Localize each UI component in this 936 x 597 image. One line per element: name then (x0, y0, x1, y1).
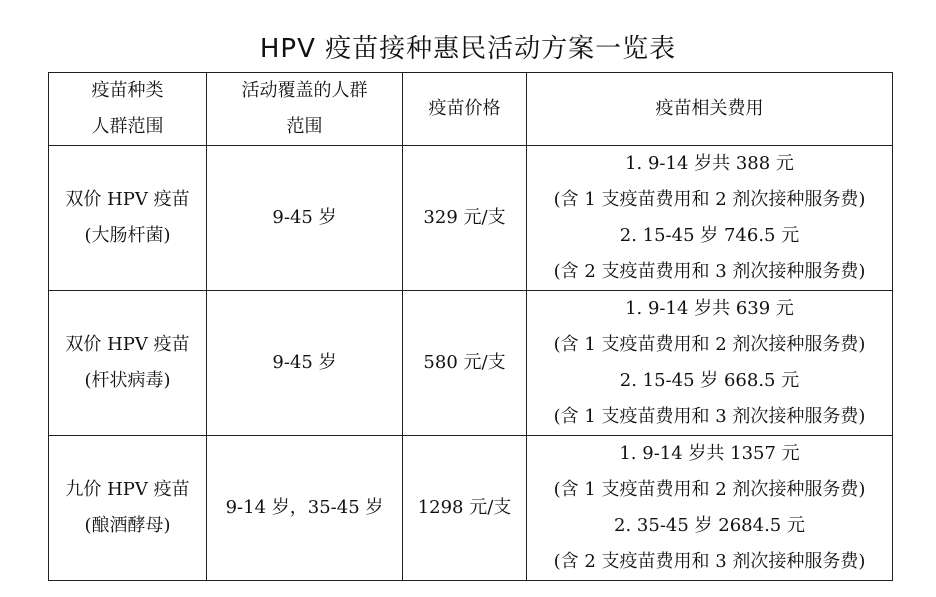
page-title: HPV 疫苗接种惠民活动方案一览表 (259, 34, 677, 64)
table-header-row (49, 73, 893, 146)
price-cell: 329 元/支 (403, 146, 527, 291)
table-row (49, 291, 893, 436)
vaccine-cell: 九价 HPV 疫苗 (酿酒酵母) (49, 436, 207, 581)
fees-cell: 1. 9-14 岁共 1357 元 (含 1 支疫苗费用和 2 剂次接种服务费) 2. 35-45 岁 2684.5 元 (含 2 支疫苗费用和 3 剂次接种服务费) (527, 436, 893, 581)
coverage-cell: 9-14 岁，35-45 岁 (207, 436, 403, 581)
header-coverage: 活动覆盖的人群 范围 (207, 73, 403, 146)
fees-cell: 1. 9-14 岁共 639 元 (含 1 支疫苗费用和 2 剂次接种服务费) 2. 15-45 岁 668.5 元 (含 1 支疫苗费用和 3 剂次接种服务费) (527, 291, 893, 436)
fees-cell: 1. 9-14 岁共 388 元 (含 1 支疫苗费用和 2 剂次接种服务费) 2. 15-45 岁 746.5 元 (含 2 支疫苗费用和 3 剂次接种服务费) (527, 146, 893, 291)
header-price: 疫苗价格 (403, 73, 527, 146)
coverage-cell: 9-45 岁 (207, 291, 403, 436)
header-fees: 疫苗相关费用 (527, 73, 893, 146)
vaccine-cell: 双价 HPV 疫苗 (大肠杆菌) (49, 146, 207, 291)
coverage-cell: 9-45 岁 (207, 146, 403, 291)
price-cell: 1298 元/支 (403, 436, 527, 581)
price-cell: 580 元/支 (403, 291, 527, 436)
table-row (49, 436, 893, 581)
header-vaccine-type: 疫苗种类 人群范围 (49, 73, 207, 146)
vaccine-table (48, 72, 893, 581)
table-row (49, 146, 893, 291)
vaccine-cell: 双价 HPV 疫苗 (杆状病毒) (49, 291, 207, 436)
